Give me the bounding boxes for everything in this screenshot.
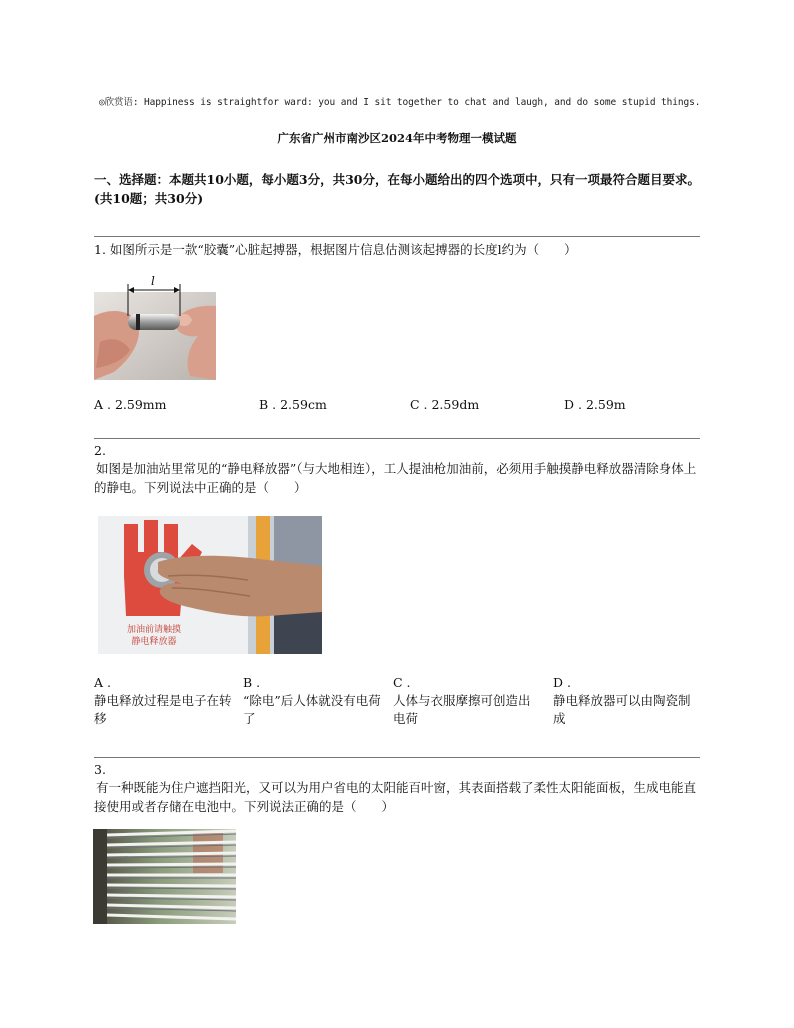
q1-option-b[interactable]: B . 2.59cm	[259, 397, 327, 412]
solar-blinds-image	[93, 829, 236, 924]
q2-option-a-letter: A .	[94, 675, 111, 690]
q2-option-a[interactable]	[94, 674, 242, 728]
q2-option-d-text: 静电释放器可以由陶瓷制成	[553, 693, 691, 726]
sign-text-line2: 静电释放器	[131, 637, 177, 647]
question-2-number: 2.	[94, 443, 106, 458]
motto-line: ◎欣赏语: Happiness is straightfor ward: you and I sit together to chat and laugh, and do some stupid things.	[99, 97, 701, 108]
section-heading: 一、选择题：本题共10小题，每小题3分，共30分，在每小题给出的四个选项中，只有一项最符合题目要求。(共10题；共30分)	[94, 172, 700, 206]
divider	[94, 438, 700, 439]
exam-title: 广东省广州市南沙区2024年中考物理一模试题	[277, 131, 517, 145]
q2-option-d-letter: D .	[553, 675, 571, 690]
sign-text-line1: 加油前请触摸	[126, 625, 182, 635]
static-discharger-image	[98, 516, 322, 654]
pacemaker-image	[94, 276, 216, 380]
length-label: l	[151, 276, 155, 288]
q2-option-b-text: “除电”后人体就没有电荷了	[243, 693, 381, 726]
q1-option-d[interactable]: D . 2.59m	[564, 397, 626, 412]
q2-option-d[interactable]	[553, 674, 701, 728]
divider	[94, 236, 700, 237]
q2-option-c-text: 人体与衣服摩擦可创造出电荷	[393, 693, 531, 726]
static-discharger-illustration	[98, 516, 322, 654]
q2-option-b[interactable]	[243, 674, 391, 728]
q2-option-c[interactable]	[393, 674, 541, 728]
q2-option-a-text: 静电释放过程是电子在转移	[94, 693, 232, 726]
q2-option-c-letter: C .	[393, 675, 411, 690]
pacemaker-illustration	[94, 276, 216, 380]
question-3-text: 有一种既能为住户遮挡阳光，又可以为用户省电的太阳能百叶窗，其表面搭载了柔性太阳能面板，生成电能直接使用或者存储在电池中。下列说法正确的是（ ）	[94, 780, 697, 814]
question-1-text: 1. 如图所示是一款“胶囊”心脏起搏器，根据图片信息估测该起搏器的长度l约为（ ）	[94, 242, 577, 257]
q1-option-a[interactable]: A . 2.59mm	[94, 397, 167, 412]
q1-option-c[interactable]: C . 2.59dm	[410, 397, 480, 412]
divider	[94, 757, 700, 758]
solar-blinds-illustration	[93, 829, 236, 924]
q2-option-b-letter: B .	[243, 675, 261, 690]
question-2-text: 如图是加油站里常见的“静电释放器”（与大地相连），工人提油枪加油前，必须用手触摸静电释放器清除身体上的静电。下列说法中正确的是（ ）	[94, 461, 697, 495]
question-3-number: 3.	[94, 762, 106, 777]
